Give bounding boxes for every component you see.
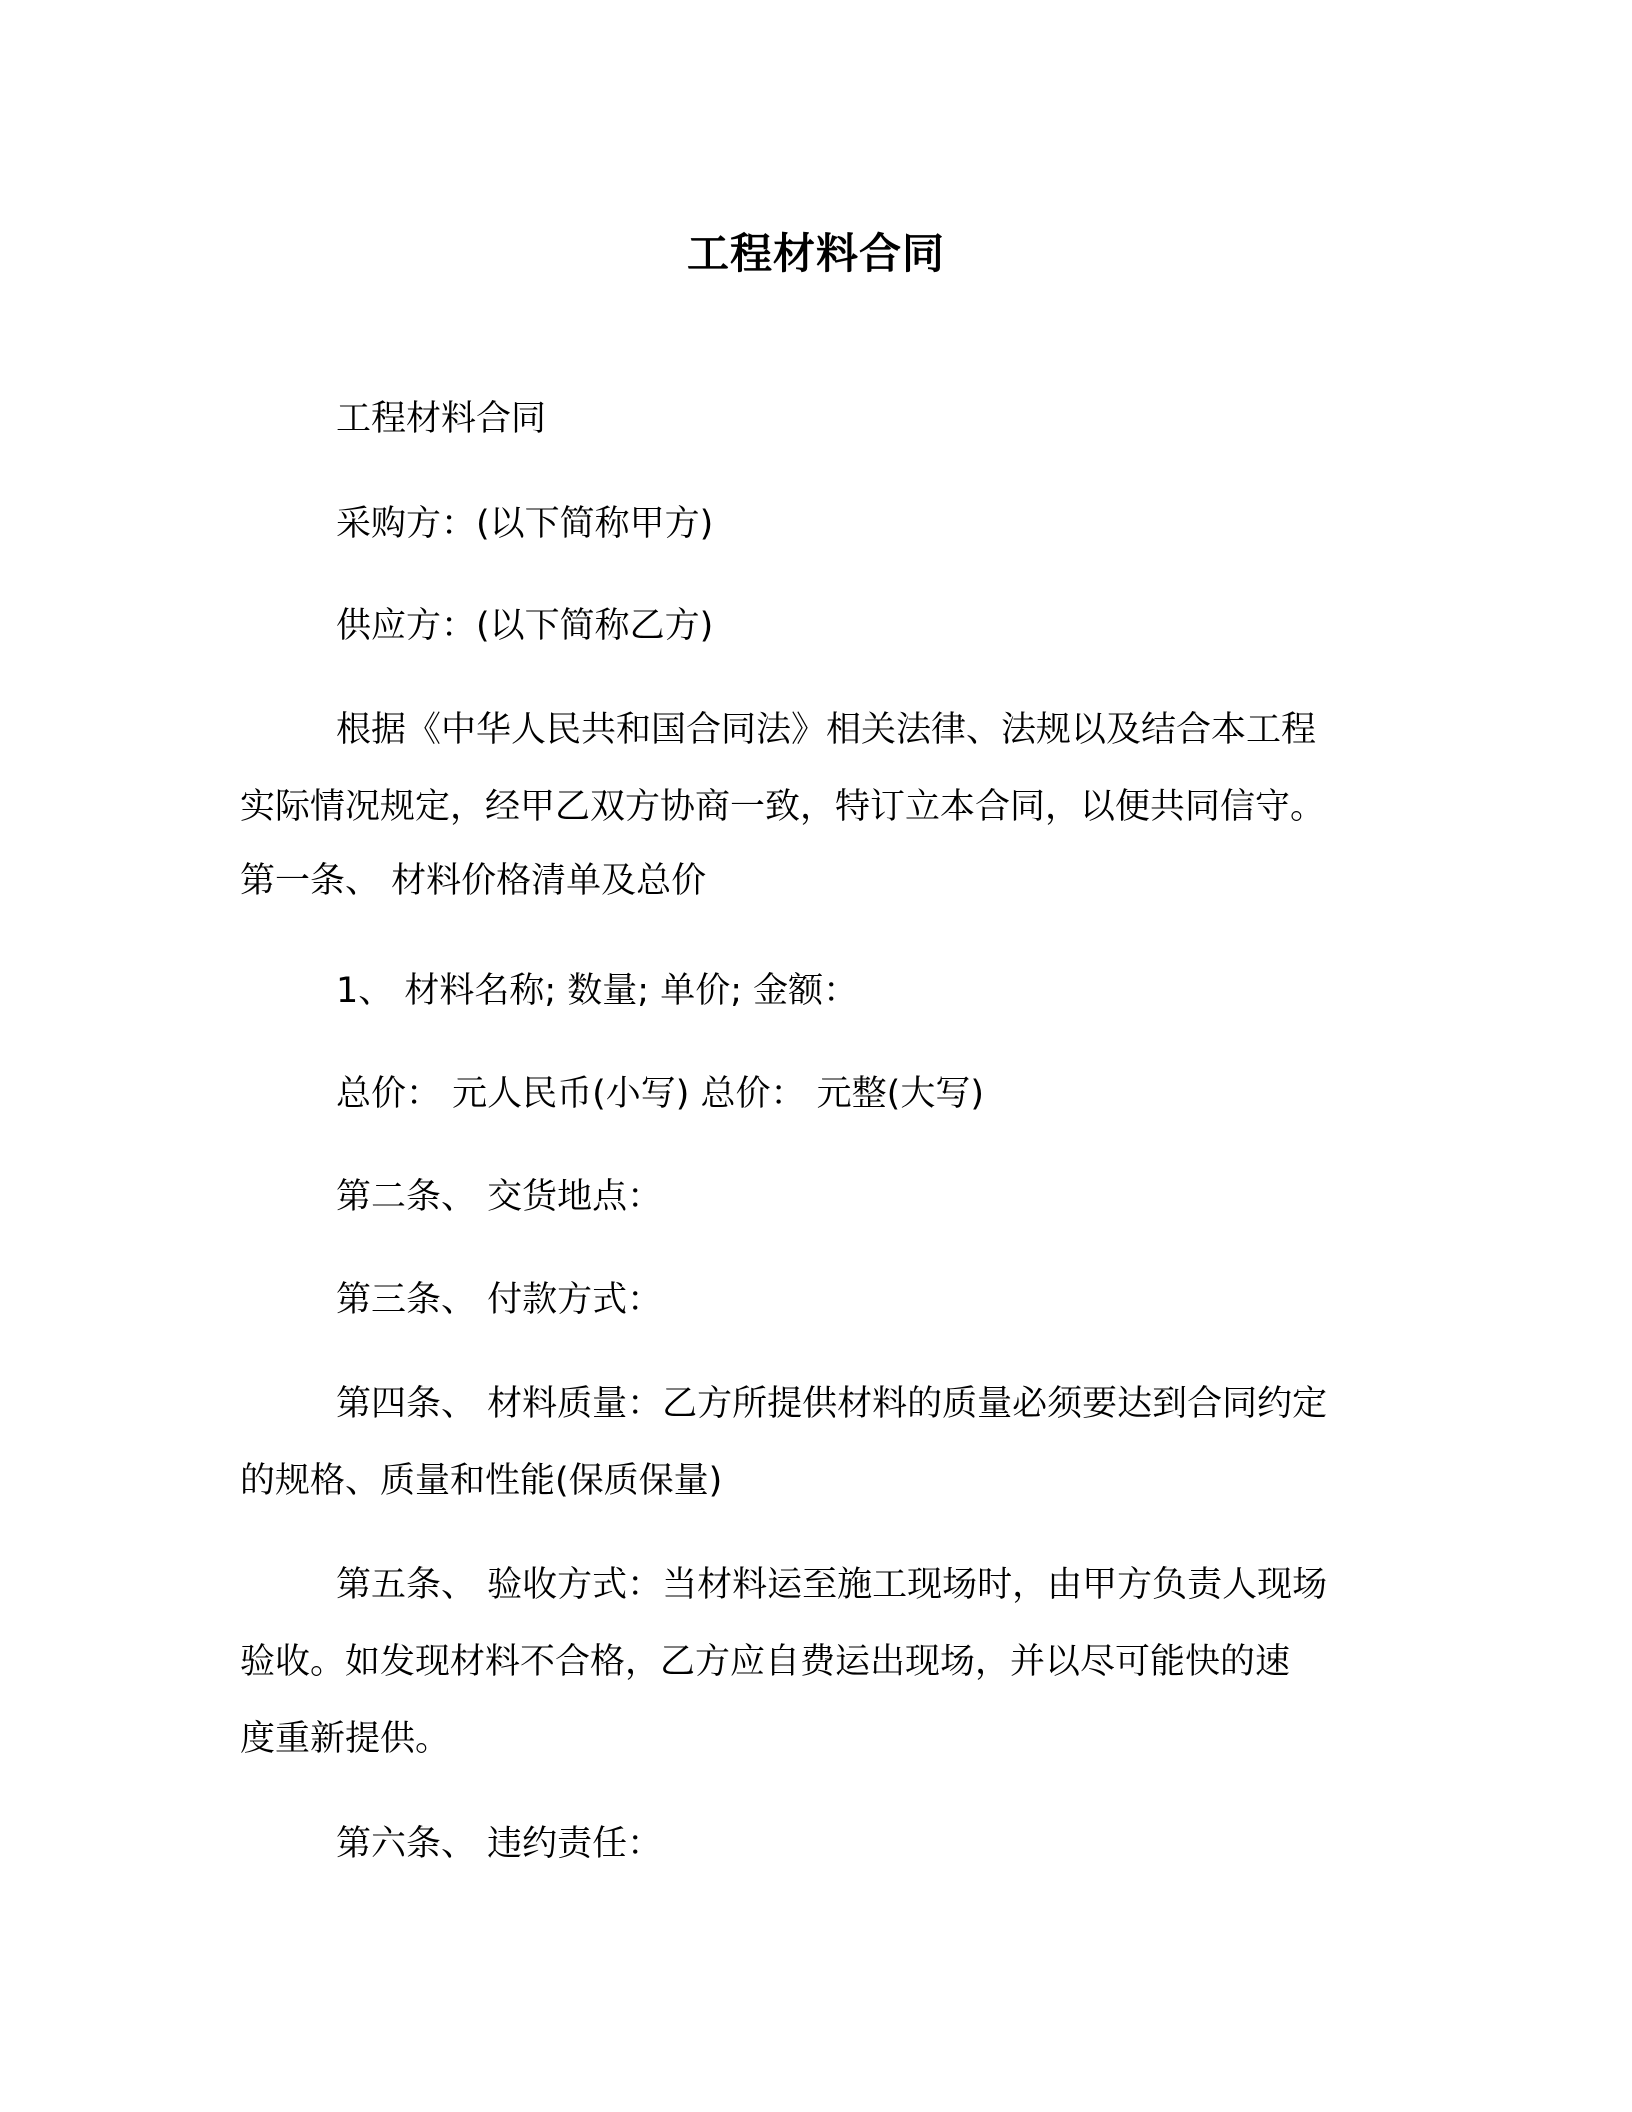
paragraph-line: 度重新提供。 — [240, 1719, 451, 1759]
paragraph-article-2 — [240, 1159, 1390, 1236]
paragraph-line: 第四条、 材料质量：乙方所提供材料的质量必须要达到合同约定 — [336, 1384, 1328, 1424]
paragraph-article-6 — [240, 1806, 1390, 1883]
paragraph-line: 工程材料合同 — [336, 399, 547, 439]
paragraph-article-4 — [240, 1366, 1390, 1520]
paragraph-heading — [240, 381, 1390, 458]
paragraph-line: 第六条、 违约责任： — [336, 1824, 663, 1864]
paragraph-line: 总价： 元人民币(小写) 总价： 元整(大写) — [336, 1074, 984, 1114]
paragraph-line: 根据《中华人民共和国合同法》相关法律、法规以及结合本工程 — [336, 710, 1317, 750]
paragraph-buyer — [240, 486, 1390, 563]
paragraph-item-1 — [240, 953, 1390, 1030]
paragraph-line: 第二条、 交货地点： — [336, 1177, 663, 1217]
paragraph-supplier — [240, 588, 1390, 665]
paragraph-line: 第三条、 付款方式： — [336, 1280, 663, 1320]
paragraph-line: 第五条、 验收方式：当材料运至施工现场时，由甲方负责人现场 — [336, 1565, 1328, 1605]
document-title: 工程材料合同 — [686, 229, 945, 278]
paragraph-article-5 — [240, 1547, 1390, 1778]
paragraph-line: 供应方：(以下简称乙方) — [336, 606, 714, 646]
paragraph-total-price — [240, 1056, 1390, 1133]
paragraph-preamble — [240, 692, 1390, 920]
paragraph-line: 实际情况规定，经甲乙双方协商一致，特订立本合同，以便共同信守。 — [240, 787, 1326, 827]
paragraph-line: 的规格、质量和性能(保质保量) — [240, 1461, 723, 1501]
paragraph-line: 1、 材料名称; 数量; 单价; 金额： — [336, 971, 859, 1011]
paragraph-line: 第一条、 材料价格清单及总价 — [240, 861, 707, 901]
paragraph-line: 采购方：(以下简称甲方) — [336, 504, 714, 544]
paragraph-article-3 — [240, 1262, 1390, 1339]
paragraph-line: 验收。如发现材料不合格，乙方应自费运出现场，并以尽可能快的速 — [240, 1642, 1291, 1682]
